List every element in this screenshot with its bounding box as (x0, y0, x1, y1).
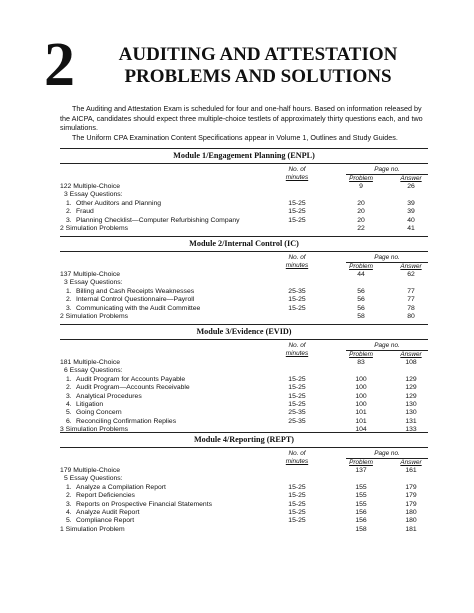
module-table (60, 236, 428, 321)
problem-page: 56 (357, 304, 365, 312)
minutes-header (277, 342, 317, 358)
essay-minutes: 25-35 (288, 417, 306, 425)
essay-number: 4. (66, 400, 72, 408)
essay-title: Audit Program—Accounts Receivable (76, 384, 190, 392)
essay-minutes: 25-35 (288, 409, 306, 417)
page-no-header: Page no. (346, 166, 428, 175)
essay-row (60, 418, 428, 426)
problem-page: 9 (359, 183, 363, 190)
column-header (60, 164, 428, 183)
row-label: 3 Essay Questions: (64, 279, 123, 287)
intro-paragraph-1: The Auditing and Attestation Exam is scheduled for four and one-half hours. Based on information released by the AICPA, candidates should expect three multiple-choice testlets of approximately thirty questions each, and two simulations. (60, 104, 423, 133)
essay-minutes: 15-25 (288, 500, 306, 508)
essay-number: 1. (66, 483, 72, 491)
essay-title: Billing and Cash Receipts Weaknesses (76, 287, 195, 295)
essay-number: 5. (66, 517, 72, 525)
essay-title: Other Auditors and Planning (76, 199, 162, 207)
answer-page: 62 (407, 271, 415, 278)
answer-page: 131 (405, 417, 417, 425)
minutes-header (277, 450, 317, 466)
minutes-label: minutes (285, 174, 309, 181)
answer-page: 129 (405, 392, 417, 400)
essay-number: 3. (66, 304, 72, 312)
essay-title: Analyze Audit Report (76, 508, 140, 516)
answer-header: Answer (400, 351, 422, 358)
multiple-choice-row (60, 359, 428, 367)
module-table (60, 432, 428, 534)
answer-page: 41 (407, 224, 415, 232)
problem-page: 20 (357, 208, 365, 216)
essay-title: Litigation (76, 400, 104, 408)
minutes-label: minutes (285, 262, 309, 269)
module-title: Module 3/Evidence (EVID) (60, 324, 428, 340)
answer-page: 179 (405, 483, 417, 491)
chapter-title (108, 44, 408, 88)
row-label: 5 Essay Questions: (64, 475, 123, 483)
essay-minutes: 25-35 (288, 287, 306, 295)
answer-page: 77 (407, 296, 415, 304)
problem-page: 158 (355, 525, 367, 533)
essay-number: 2. (66, 208, 72, 216)
module-title: Module 1/Engagement Planning (ENPL) (60, 148, 428, 164)
essay-row (60, 409, 428, 417)
problem-page: 100 (355, 392, 367, 400)
row-label: 1 Simulation Problem (60, 525, 125, 533)
row-label: 6 Essay Questions: (64, 367, 123, 375)
essay-heading-row (60, 191, 428, 199)
module-table (60, 324, 428, 435)
multiple-choice-row (60, 467, 428, 475)
minutes-header (277, 254, 317, 270)
essay-row (60, 484, 428, 492)
essay-number: 2. (66, 296, 72, 304)
no-of-label: No. of (288, 342, 306, 349)
problem-page: 58 (357, 312, 365, 320)
essay-title: Compliance Report (76, 517, 135, 525)
problem-page: 56 (357, 296, 365, 304)
essay-number: 3. (66, 216, 72, 224)
module-title: Module 2/Internal Control (IC) (60, 236, 428, 252)
multiple-choice-row (60, 183, 428, 191)
answer-page: 78 (407, 304, 415, 312)
answer-page: 108 (405, 359, 417, 366)
problem-page: 20 (357, 216, 365, 224)
essay-row (60, 200, 428, 208)
essay-row (60, 393, 428, 401)
row-label: 2 Simulation Problems (60, 312, 128, 320)
problem-page: 56 (357, 287, 365, 295)
essay-row (60, 376, 428, 384)
essay-title: Fraud (76, 208, 94, 216)
problem-page: 137 (355, 467, 367, 474)
essay-number: 5. (66, 409, 72, 417)
problem-page: 155 (355, 492, 367, 500)
essay-minutes: 15-25 (288, 492, 306, 500)
problem-page: 100 (355, 384, 367, 392)
essay-minutes: 15-25 (288, 296, 306, 304)
chapter-number: 2 (44, 31, 75, 99)
essay-number: 3. (66, 500, 72, 508)
essay-row (60, 217, 428, 225)
answer-page: 161 (405, 467, 417, 474)
essay-minutes: 15-25 (288, 517, 306, 525)
answer-page: 40 (407, 216, 415, 224)
problem-header: Problem (349, 351, 373, 358)
essay-number: 4. (66, 508, 72, 516)
essay-minutes: 15-25 (288, 216, 306, 224)
essay-heading-row (60, 367, 428, 375)
essay-row (60, 509, 428, 517)
essay-title: Reports on Prospective Financial Statements (76, 500, 213, 508)
answer-page: 180 (405, 508, 417, 516)
essay-row (60, 384, 428, 392)
essay-row (60, 305, 428, 313)
answer-header: Answer (400, 459, 422, 466)
page-no-header: Page no. (346, 450, 428, 459)
essay-title: Internal Control Questionnaire—Payroll (76, 296, 195, 304)
answer-page: 129 (405, 375, 417, 383)
column-header (60, 340, 428, 359)
chapter-title-line2: PROBLEMS AND SOLUTIONS (124, 66, 392, 87)
essay-title: Communicating with the Audit Committee (76, 304, 201, 312)
intro-text (60, 104, 428, 142)
essay-minutes: 15-25 (288, 199, 306, 207)
answer-page: 39 (407, 199, 415, 207)
essay-number: 2. (66, 384, 72, 392)
no-of-label: No. of (288, 254, 306, 261)
answer-header: Answer (400, 263, 422, 270)
essay-title: Planning Checklist—Computer Refurbishing Company (76, 216, 240, 224)
problem-header: Problem (349, 459, 373, 466)
minutes-label: minutes (285, 350, 309, 357)
essay-number: 1. (66, 199, 72, 207)
answer-page: 130 (405, 409, 417, 417)
simulation-row (60, 225, 428, 233)
essay-minutes: 15-25 (288, 375, 306, 383)
chapter-title-line1: AUDITING AND ATTESTATION (118, 44, 398, 65)
multiple-choice-row (60, 271, 428, 279)
answer-page: 180 (405, 517, 417, 525)
column-header (60, 252, 428, 271)
answer-page: 130 (405, 400, 417, 408)
module-table (60, 148, 428, 233)
no-of-label: No. of (288, 166, 306, 173)
essay-number: 1. (66, 375, 72, 383)
essay-minutes: 15-25 (288, 384, 306, 392)
row-label: 181 Multiple-Choice (60, 359, 121, 366)
problem-page: 155 (355, 483, 367, 491)
row-label: 122 Multiple-Choice (60, 183, 121, 190)
problem-page: 156 (355, 508, 367, 516)
problem-header: Problem (349, 175, 373, 182)
answer-page: 181 (405, 525, 417, 533)
essay-row (60, 288, 428, 296)
no-of-label: No. of (288, 450, 306, 457)
essay-number: 2. (66, 492, 72, 500)
essay-minutes: 15-25 (288, 400, 306, 408)
essay-title: Audit Program for Accounts Payable (76, 375, 186, 383)
problem-page: 156 (355, 517, 367, 525)
row-label: 3 Simulation Problems (60, 426, 128, 434)
problem-page: 155 (355, 500, 367, 508)
essay-minutes: 15-25 (288, 483, 306, 491)
essay-row (60, 492, 428, 500)
problem-page: 101 (355, 409, 367, 417)
essay-minutes: 15-25 (288, 392, 306, 400)
answer-page: 179 (405, 492, 417, 500)
problem-page: 100 (355, 375, 367, 383)
problem-page: 22 (357, 224, 365, 232)
simulation-row (60, 313, 428, 321)
essay-title: Analytical Procedures (76, 392, 142, 400)
problem-page: 44 (357, 271, 365, 278)
problem-page: 83 (357, 359, 365, 366)
answer-page: 77 (407, 287, 415, 295)
essay-number: 1. (66, 287, 72, 295)
essay-heading-row (60, 475, 428, 483)
minutes-header (277, 166, 317, 182)
page-no-header: Page no. (346, 254, 428, 263)
problem-page: 100 (355, 400, 367, 408)
answer-page: 80 (407, 312, 415, 320)
answer-page: 179 (405, 500, 417, 508)
answer-page: 39 (407, 208, 415, 216)
module-title: Module 4/Reporting (REPT) (60, 432, 428, 448)
row-label: 179 Multiple-Choice (60, 467, 121, 474)
essay-title: Going Concern (76, 409, 122, 417)
row-label: 137 Multiple-Choice (60, 271, 121, 278)
essay-minutes: 15-25 (288, 304, 306, 312)
essay-row (60, 401, 428, 409)
row-label: 3 Essay Questions: (64, 191, 123, 199)
essay-row (60, 208, 428, 216)
essay-row (60, 517, 428, 525)
problem-header: Problem (349, 263, 373, 270)
simulation-row (60, 526, 428, 534)
column-header (60, 448, 428, 467)
answer-page: 129 (405, 384, 417, 392)
intro-paragraph-2: The Uniform CPA Examination Content Specifications appear in Volume 1, Outlines and Study Guides. (72, 132, 398, 142)
essay-number: 3. (66, 392, 72, 400)
essay-row (60, 296, 428, 304)
essay-number: 6. (66, 417, 72, 425)
essay-heading-row (60, 279, 428, 287)
minutes-label: minutes (285, 458, 309, 465)
problem-page: 104 (355, 426, 367, 434)
essay-minutes: 15-25 (288, 508, 306, 516)
page-no-header: Page no. (346, 342, 428, 351)
problem-page: 101 (355, 417, 367, 425)
answer-page: 133 (405, 426, 417, 434)
answer-header: Answer (400, 175, 422, 182)
essay-title: Analyze a Compilation Report (76, 483, 166, 491)
essay-title: Reconciling Confirmation Replies (76, 417, 177, 425)
row-label: 2 Simulation Problems (60, 224, 128, 232)
essay-row (60, 501, 428, 509)
answer-page: 26 (407, 183, 415, 190)
essay-title: Report Deficiencies (76, 492, 135, 500)
essay-minutes: 15-25 (288, 208, 306, 216)
problem-page: 20 (357, 199, 365, 207)
